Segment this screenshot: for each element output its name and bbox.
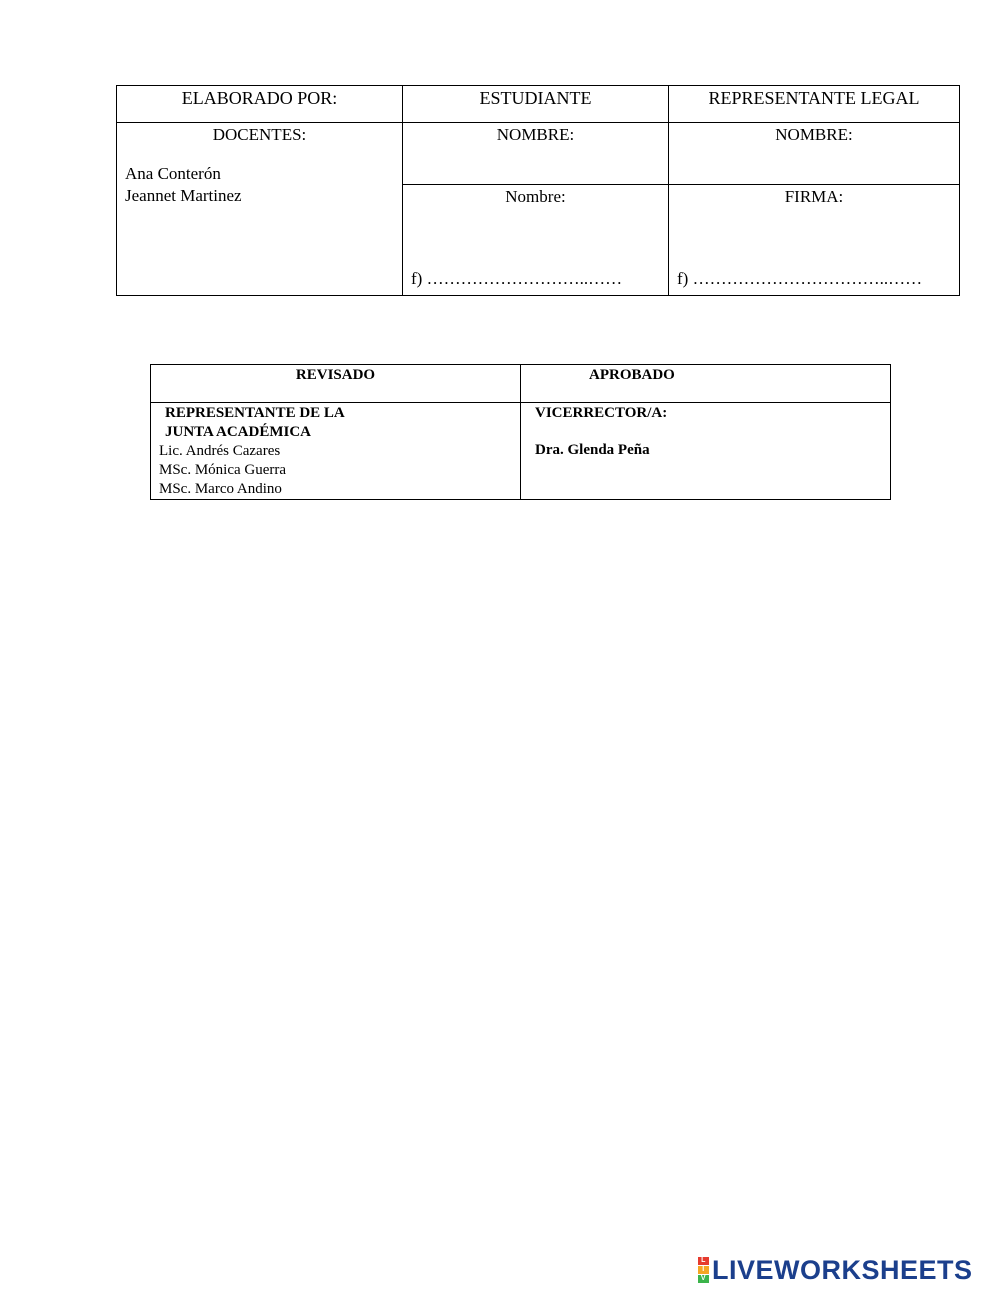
header-aprobado: APROBADO [521, 365, 891, 403]
docentes-cell [117, 123, 403, 296]
estudiante-nombre-cell[interactable] [403, 123, 669, 185]
estudiante-nombre-label: NOMBRE: [496, 125, 575, 144]
representante-nombre-cell[interactable] [669, 123, 960, 185]
liveworksheets-logo [698, 1256, 973, 1284]
member-name: Lic. Andrés Cazares [159, 443, 281, 459]
header-representante-legal: REPRESENTANTE LEGAL [669, 86, 960, 123]
estudiante-firma-cell[interactable] [403, 185, 669, 296]
member-name: MSc. Marco Andino [159, 481, 282, 497]
estudiante-signature-line: f) ………………………..…… [411, 269, 623, 288]
member-name: MSc. Mónica Guerra [159, 462, 287, 478]
estudiante-firma-label: Nombre: [505, 187, 566, 206]
docentes-label: DOCENTES: [212, 125, 307, 144]
header-estudiante: ESTUDIANTE [403, 86, 669, 123]
logo-blocks-icon [698, 1257, 709, 1284]
representante-firma-label: FIRMA: [784, 187, 844, 206]
rep-title-line2: JUNTA ACADÉMICA [165, 424, 311, 440]
logo-block: I [698, 1266, 709, 1274]
docente-name: Jeannet Martinez [125, 186, 242, 205]
representante-nombre-label: NOMBRE: [775, 125, 853, 144]
header-elaborado: ELABORADO POR: [117, 86, 403, 123]
logo-text: LIVEWORKSHEETS [712, 1254, 973, 1285]
docente-name: Ana Conterón [125, 164, 221, 183]
signature-table [116, 85, 960, 296]
representante-firma-cell[interactable] [669, 185, 960, 296]
logo-block: L [698, 1257, 709, 1265]
logo-block: V [698, 1275, 709, 1283]
vicerrector-label: VICERRECTOR/A: [535, 405, 668, 421]
rep-title-line1: REPRESENTANTE DE LA [165, 405, 345, 421]
approval-table [150, 364, 891, 500]
revisado-cell [151, 403, 521, 500]
header-revisado: REVISADO [151, 365, 521, 403]
representante-signature-line: f) ……………………………..…… [677, 269, 923, 288]
vicerrector-name: Dra. Glenda Peña [535, 442, 650, 458]
aprobado-cell [521, 403, 891, 500]
